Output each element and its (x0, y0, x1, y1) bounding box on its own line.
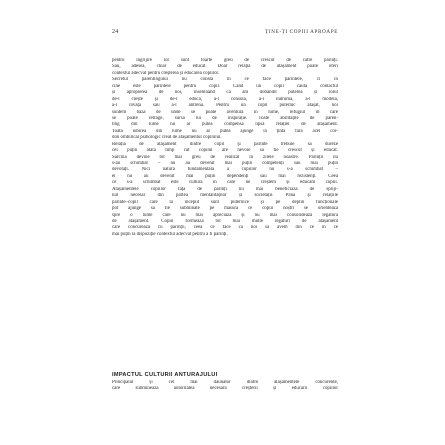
text-line: cel puțin atâta timp cât copilul are nevoie să fie crescut și educat. (112, 148, 338, 154)
text-line: se poate retrage, sursa lui de inspirație. Toate abilitățile de paren- (112, 115, 338, 121)
text-line: don ombilical psihologic creat de atașamentul copilului. (112, 135, 222, 141)
text-line: pentru îngrijire lor sunt foarte greu de crescut de către părinți. (112, 58, 338, 63)
text-line: mai puțin la dispoziție contextul adecvat pentru a fi părinți. (112, 231, 228, 237)
text-line: Relația de atașament dintre copil și părinte trebuie să dureze (112, 141, 338, 147)
text-line: ce s-a schimbat este cultura în care ne creștem și educăm copiii. (112, 180, 338, 186)
text-line: ting din lume nu ar putea compensa lipsa relației de atașament. (112, 122, 338, 128)
text-line: pot ajunge să fie subminate pe măsură ce copiii noștri se orientează (112, 206, 338, 212)
text-line: de-l crește și de-l educa, a-l consola, a-l îndruma, a-l modela, (112, 96, 338, 102)
section-text (112, 380, 338, 393)
text-line: Sau, adesea, chiar de educat. Doar relația de atașament poate oferi (112, 64, 338, 70)
text-line: Atașamentele copiilor față de părinți nu mai beneficiază de spriji- (112, 186, 338, 192)
text-line: spre o lume care nu mai apreciază și nu mai consolidează legătura (112, 212, 338, 218)
text-line: Sarcina devine tot mai greu de realizat în zilele noastre. Părinții nu (112, 154, 338, 160)
text-line: ei nu au devenit mai puțin dependenți sau mai rezistenți. Ceea (112, 173, 338, 179)
text-line: părinte–copil care la început sunt puternice și pe deplin funcționale (112, 199, 338, 205)
page-header (112, 29, 338, 39)
text-line: nul necesar din partea mentalităților și societății. Până și relațiile (112, 193, 338, 199)
text-line: Principalul și cel mai dăunător dintre atașamentele concurente, (112, 380, 338, 385)
text-line: care subminează autoritatea necesară creșterii și educării copiilor (112, 386, 338, 392)
text-line: suntem baza de unde se poate aventura în lume, refugiul în care (112, 109, 338, 115)
text-line: s-au schimbat – nu au devenit mai puțin competenți sau mai puțin (112, 161, 338, 166)
running-title: ȚINE-ȚI COPIII APROAPE (265, 29, 338, 35)
text-line: care concurează cu părinții, ceea ce face ca noi să avem din ce în ce (112, 225, 338, 231)
section (112, 370, 338, 393)
text-line: Toată iubirea din lume nu ar putea ajunge la ținta fără acel cor- (112, 128, 338, 134)
body-text (112, 58, 338, 238)
text-line: de atașament. Copiii formează tot mai multe legături de atașament (112, 218, 338, 224)
text-line: și apropierea de noi, însemnând că am dobândit puterea și rolul (112, 90, 338, 96)
section-heading: IMPACTUL CULTURII ANTURAJULUI (112, 372, 218, 378)
text-line: Secretul parentingului nu constă în ce face părintele, ci în (112, 77, 338, 83)
text-line: a-l învăța sau a-l antrena. Pentru un copil puternic atașat, noi (112, 103, 338, 109)
text-line: contextul adecvat pentru creșterea și educarea copiilor. (112, 70, 220, 76)
text-line: cine este părintele pentru copil. Când un copil caută contactul (112, 83, 338, 89)
page-number: 24 (112, 29, 119, 35)
text-line: devotați. Nici natura fundamentală a copiilor nu s-a schimbat – (112, 167, 338, 173)
